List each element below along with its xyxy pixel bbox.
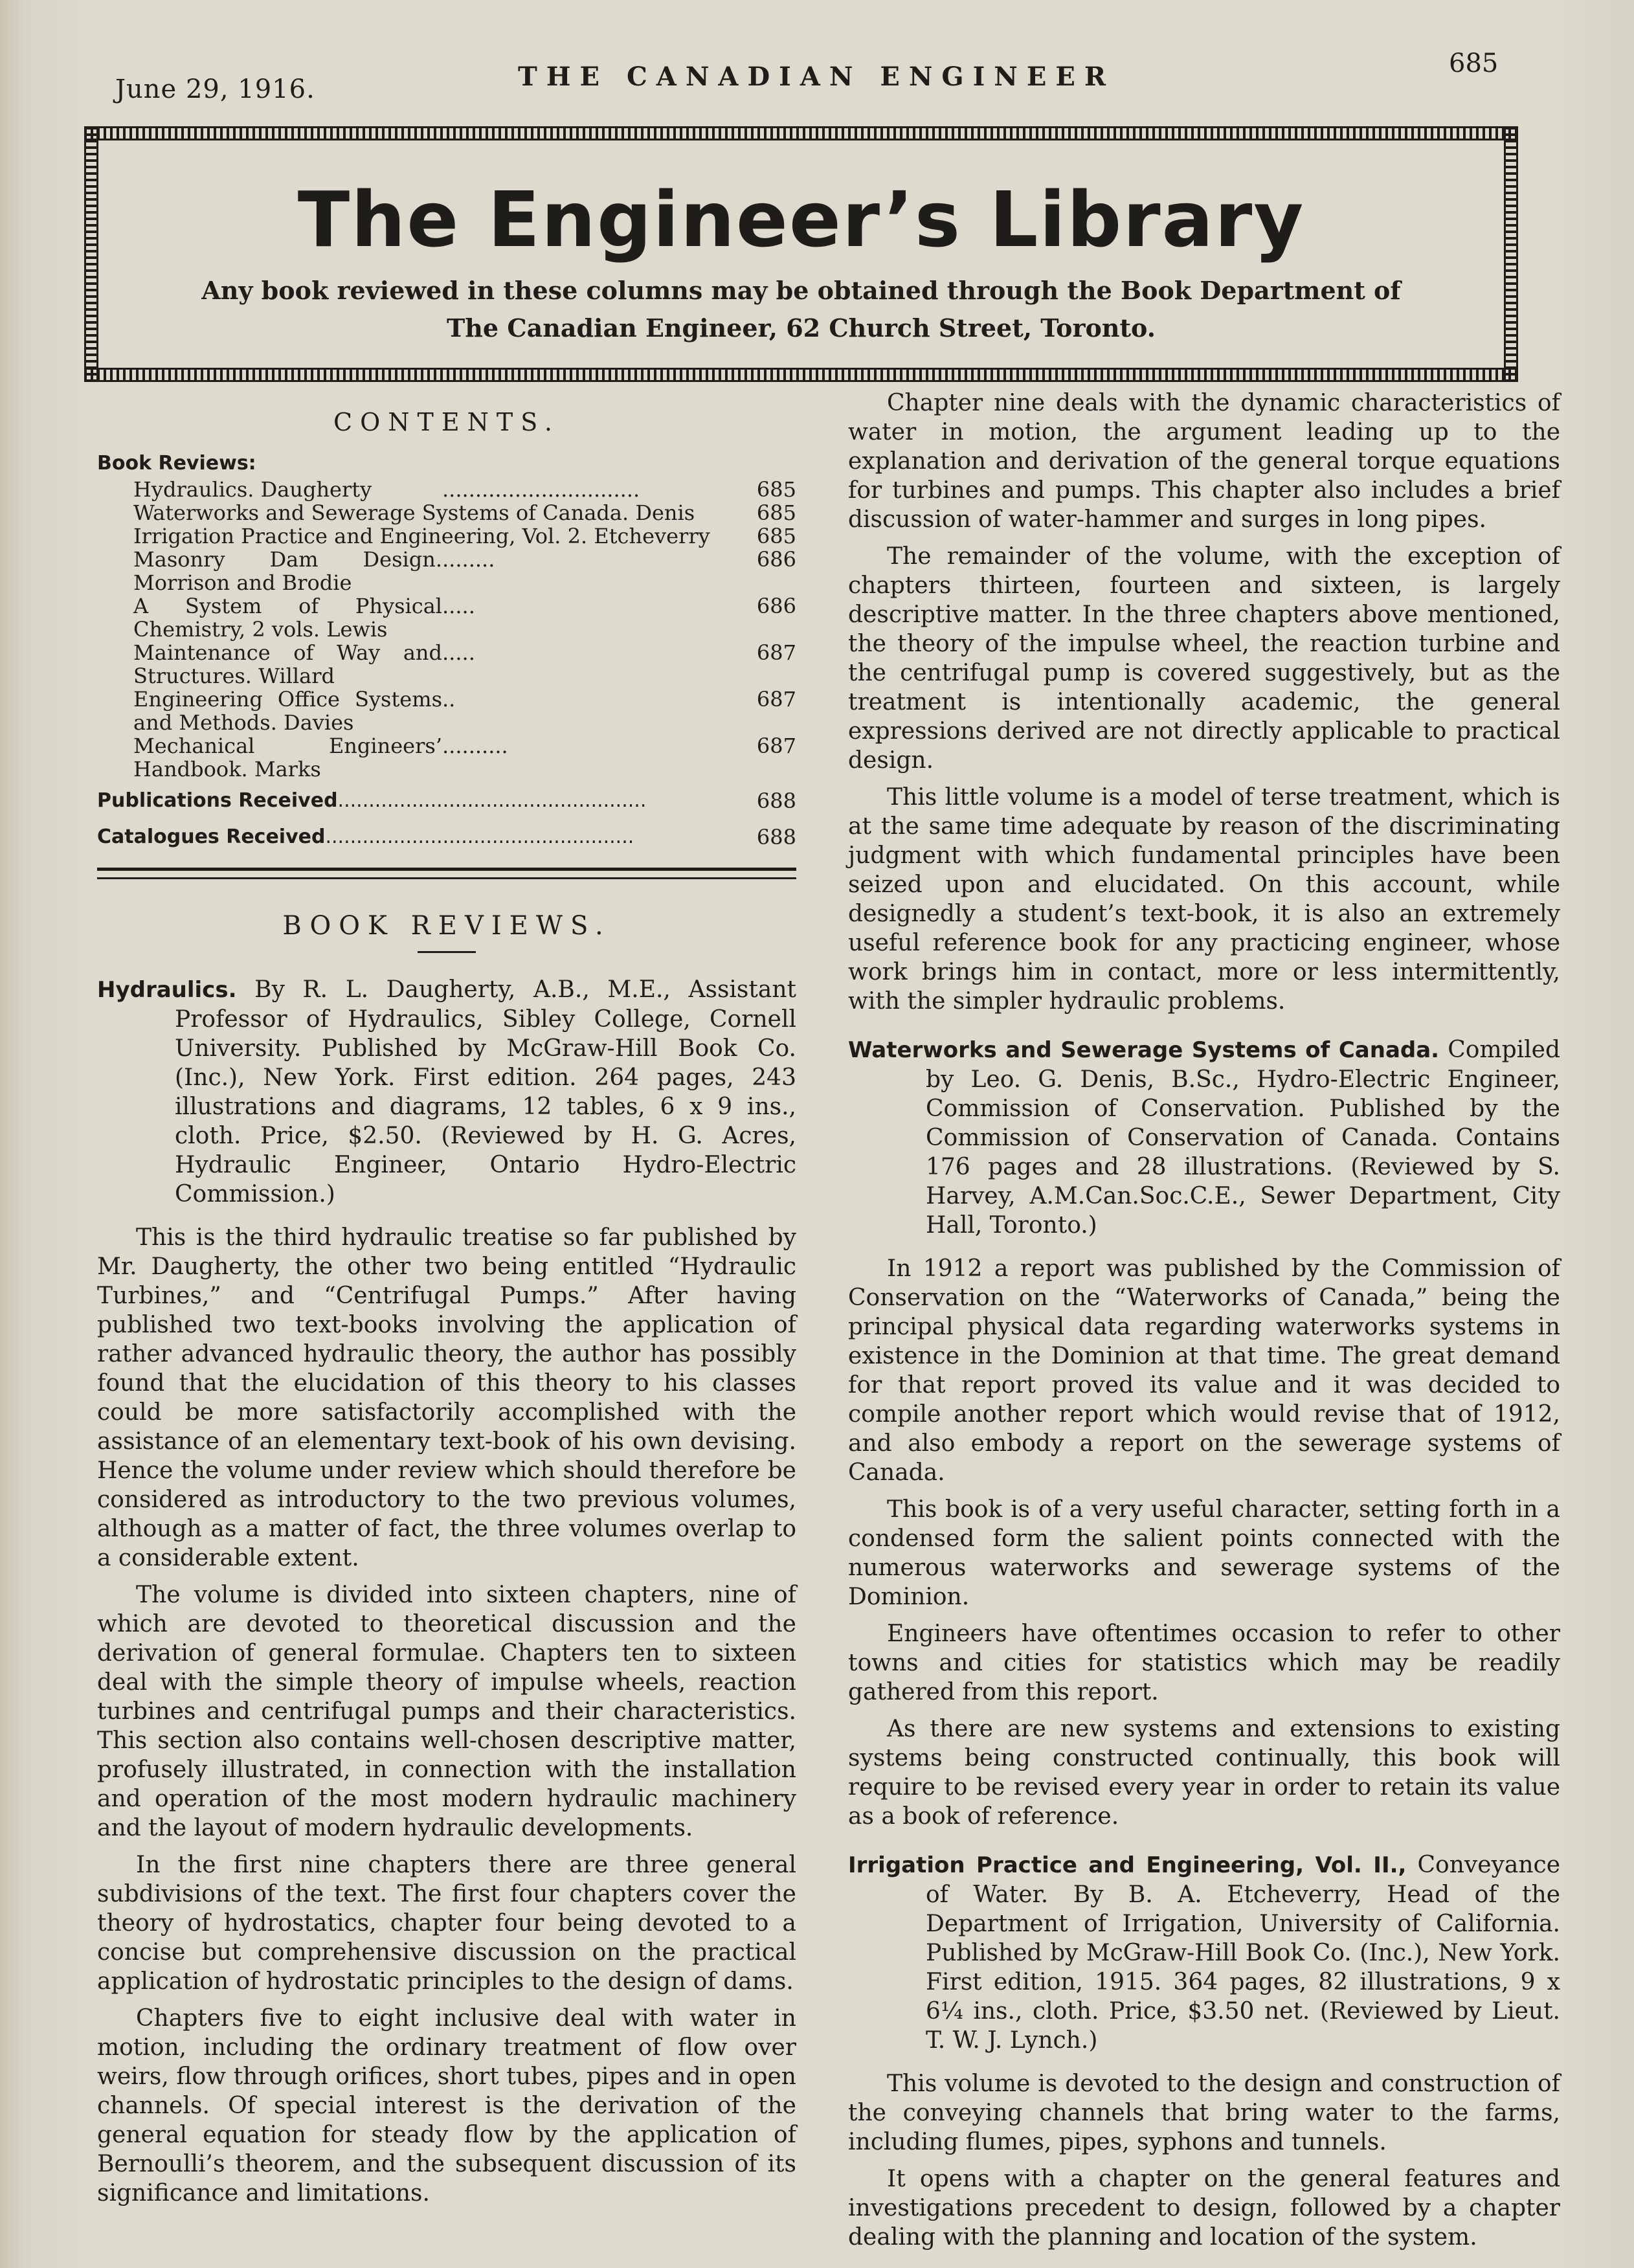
book-reviews-heading: BOOK REVIEWS. bbox=[282, 911, 611, 941]
toc-item-title: Waterworks and Sewerage Systems of Canada. Denis bbox=[133, 500, 695, 525]
toc-item-title: Engineering Office Systems and Methods. Davies bbox=[133, 687, 442, 735]
toc-item bbox=[97, 524, 796, 548]
review-paragraph: This is the third hydraulic treatise so far published by Mr. Daugherty, the other two being entitled “Hydraulic Turbines,” and “Centrifugal Pumps.” After having published two text-books involving the application of rather advanced hydraulic theory, the author has possibly found that the elucidation of this theory to his classes could be more satisfactorily accomplished with the assistance of an elementary text-book of his own devising. Hence the volume under review which should therefore be considered as introductory to the two previous volumes, although as a matter of fact, the three volumes overlap to a considerable extent. bbox=[97, 1224, 796, 1571]
review-paragraph: In 1912 a report was published by the Commission of Conservation on the “Waterworks of Canada,” being the principal physical data regarding waterworks systems in existence in the Dominion at that time. The great demand for that report proved its value and it was decided to compile another report which would revise that of 1912, and also embody a report on the sewerage systems of Canada. bbox=[848, 1255, 1560, 1486]
review-citation: By R. L. Daugherty, A.B., M.E., Assistant Professor of Hydraulics, Sibley College, Cornell University. Published by McGraw-Hill Book Co. (Inc.), New York. First edition. 264 pages, 243 illustrations and diagrams, 12 tables, 6 x 9 ins., cloth. Price, $2.50. (Reviewed by H. G. Acres, Hydraulic Engineer, Ontario Hydro-Electric Commission.) bbox=[175, 976, 796, 1207]
contents-heading: CONTENTS. bbox=[333, 408, 560, 436]
toc-dots: ........ bbox=[442, 548, 495, 572]
review-title: Hydraulics. bbox=[97, 977, 237, 1003]
library-banner bbox=[84, 126, 1518, 382]
toc-dots: ..... bbox=[442, 641, 475, 665]
toc-item bbox=[97, 548, 796, 594]
toc-item-title: Masonry Dam Design. Morrison and Brodie bbox=[133, 547, 442, 595]
running-head bbox=[0, 45, 1634, 104]
toc-item bbox=[97, 734, 796, 781]
banner-border-top bbox=[84, 126, 1518, 140]
review-paragraph: Chapters five to eight inclusive deal with water in motion, including the ordinary treatment of flow over weirs, flow through orifices, short tubes, pipes and in open channels. Of special interest is the derivation of the general equation for steady flow by the application of Bernoulli’s theorem, and the subsequent discussion of its significance and limitations. bbox=[97, 2005, 796, 2206]
toc-item-page: 686 bbox=[756, 594, 796, 618]
toc-catalogues-received bbox=[97, 821, 796, 853]
review-citation: Compiled by Leo. G. Denis, B.Sc., Hydro-Electric Engineer, Commission of Conservation. Published by the Commission of Conservation of Canada. Contains 176 pages and 28 illustrations. (Reviewed by S. Harvey, A.M.Can.Soc.C.E., Sewer Department, City Hall, Toronto.) bbox=[926, 1037, 1560, 1239]
toc-dots: .................................................. bbox=[325, 825, 634, 848]
toc-item bbox=[97, 641, 796, 688]
toc-item-page: 687 bbox=[756, 640, 796, 665]
toc-dots: .............................. bbox=[442, 478, 640, 501]
toc-item bbox=[97, 501, 796, 524]
toc-item-title: Hydraulics. Daugherty bbox=[133, 477, 372, 502]
banner-subtitle bbox=[84, 272, 1518, 347]
toc-item-page: 685 bbox=[756, 500, 796, 525]
toc-dots: ..... bbox=[442, 594, 475, 618]
toc-section-title: Publications Received bbox=[97, 789, 338, 812]
banner-title: The Engineer’s Library bbox=[297, 175, 1305, 264]
toc-item-title: Maintenance of Way and Structures. Willard bbox=[133, 640, 442, 688]
review-paragraph: This book is of a very useful character, setting forth in a condensed form the salient points connected with the numerous waterworks and sewerage systems of the Dominion. bbox=[848, 1496, 1560, 1610]
toc-item-page: 686 bbox=[756, 547, 796, 572]
journal-title: THE CANADIAN ENGINEER bbox=[518, 62, 1115, 92]
toc-section-page: 688 bbox=[756, 825, 796, 849]
toc-item-page: 685 bbox=[756, 477, 796, 502]
page-number: 685 bbox=[1449, 49, 1499, 78]
toc-dots: .................................................. bbox=[337, 789, 647, 812]
toc-item bbox=[97, 478, 796, 501]
review-title: Irrigation Practice and Engineering, Vol. II., bbox=[848, 1852, 1407, 1878]
toc-item-page: 685 bbox=[756, 524, 796, 548]
review-citation: Conveyance of Water. By B. A. Etcheverry, Head of the Department of Irrigation, University of California. Published by McGraw-Hill Book Co. (Inc.), New York. First edition, 1915. 364 pages, 82 illustrations, 9 x 6¼ ins., cloth. Price, $3.50 net. (Reviewed by Lieut. T. W. J. Lynch.) bbox=[926, 1852, 1561, 2054]
banner-subtitle-line-1: Any book reviewed in these columns may be obtained through the Book Department of bbox=[201, 276, 1401, 305]
toc-item-title: Irrigation Practice and Engineering, Vol. 2. Etcheverry bbox=[133, 524, 710, 548]
review-paragraph: The volume is divided into sixteen chapters, nine of which are devoted to theoretical discussion and the derivation of general formulae. Chapters ten to sixteen deal with the simple theory of impulse wheels, reaction turbines and centrifugal pumps and their characteristics. This section also contains well-chosen descriptive matter, profusely illustrated, in connection with the installation and operation of the most modern hydraulic machinery and the layout of modern hydraulic developments. bbox=[97, 1582, 796, 1841]
review-citation-hydraulics bbox=[97, 975, 796, 1209]
toc-dots: .. bbox=[442, 688, 456, 712]
banner-subtitle-line-2: The Canadian Engineer, 62 Church Street, Toronto. bbox=[447, 313, 1156, 342]
left-column bbox=[97, 401, 796, 2216]
short-rule bbox=[418, 951, 476, 953]
review-paragraph: Engineers have oftentimes occasion to refer to other towns and cities for statistics which may be readily gathered from this report. bbox=[848, 1621, 1560, 1705]
double-rule-divider bbox=[97, 868, 796, 879]
review-citation-irrigation bbox=[848, 1850, 1560, 2055]
toc-item-page: 687 bbox=[756, 687, 796, 712]
review-paragraph: It opens with a chapter on the general features and investigations precedent to design, followed by a chapter dealing with the planning and location of the system. bbox=[848, 2166, 1560, 2251]
toc-publications-received bbox=[97, 785, 796, 817]
toc-book-reviews-label: Book Reviews: bbox=[97, 452, 256, 475]
review-paragraph: In the first nine chapters there are three general subdivisions of the text. The first four chapters cover the theory of hydrostatics, chapter four being devoted to a concise but comprehensive discussion on the practical application of hydrostatic principles to the design of dams. bbox=[97, 1852, 796, 1995]
review-paragraph: As there are new systems and extensions to existing systems being constructed continually, this book will require to be revised every year in order to retain its value as a book of reference. bbox=[848, 1716, 1560, 1830]
toc-item-page: 687 bbox=[756, 734, 796, 758]
toc-section-title: Catalogues Received bbox=[97, 825, 326, 848]
review-paragraph: This little volume is a model of terse treatment, which is at the same time adequate by reason of the discriminating judgment with which fundamental principles have been seized upon and elucidated. On this account, while designedly a student’s text-book, it is also an extremely useful reference book for any practicing engineer, whose work brings him in contact, more or less intermittently, with the simpler hydraulic problems. bbox=[848, 784, 1560, 1015]
review-title: Waterworks and Sewerage Systems of Canada. bbox=[848, 1037, 1440, 1063]
toc-item-title: A System of Physical Chemistry, 2 vols. Lewis bbox=[133, 594, 442, 642]
review-paragraph: This volume is devoted to the design and construction of the conveying channels that bring water to the farms, including flumes, pipes, syphons and tunnels. bbox=[848, 2071, 1560, 2155]
toc-dots: .......... bbox=[442, 734, 508, 758]
toc-section-page: 688 bbox=[756, 789, 796, 813]
review-citation-waterworks bbox=[848, 1035, 1560, 1240]
review-paragraph: Chapter nine deals with the dynamic characteristics of water in motion, the argument leading up to the explanation and derivation of the general torque equations for turbines and pumps. This chapter also includes a brief discussion of water-hammer and surges in long pipes. bbox=[848, 390, 1560, 533]
issue-date: June 29, 1916. bbox=[115, 74, 315, 104]
toc-item-title: Mechanical Engineers’ Handbook. Marks bbox=[133, 734, 442, 781]
right-column bbox=[848, 388, 1560, 2260]
banner-border-bottom bbox=[84, 368, 1518, 382]
review-paragraph: The remainder of the volume, with the exception of chapters thirteen, fourteen and sixteen, is largely descriptive matter. In the three chapters above mentioned, the theory of the impulse wheel, the reaction turbine and the centrifugal pump is covered suggestively, but as the treatment is intentionally academic, the general expressions derived are not directly applicable to practical design. bbox=[848, 543, 1560, 774]
toc-item bbox=[97, 688, 796, 734]
toc-item bbox=[97, 594, 796, 641]
